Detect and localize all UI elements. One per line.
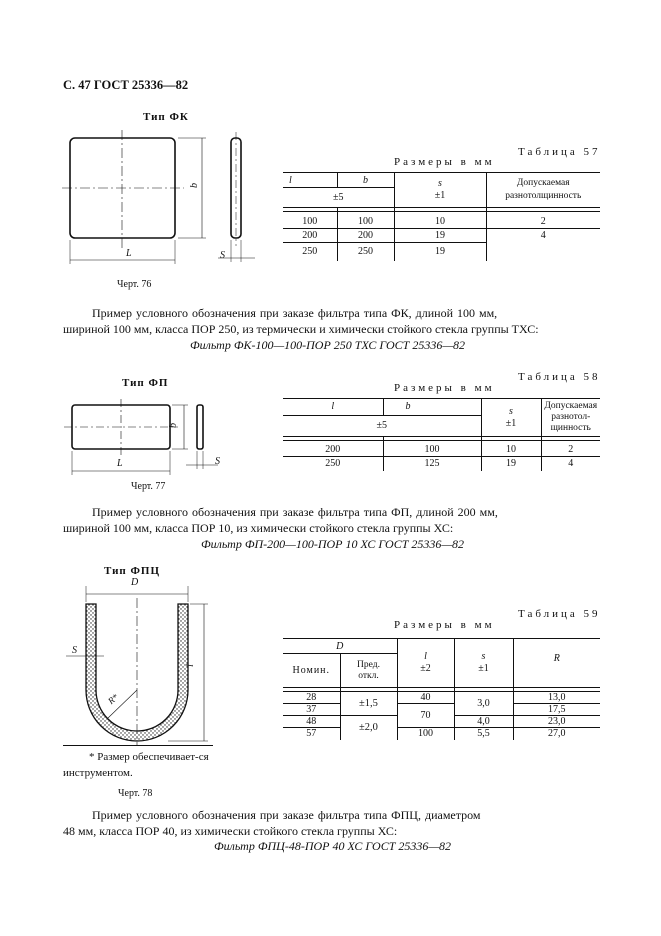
figure-caption-77: Черт. 77 <box>131 481 166 492</box>
example-fk-line1: Пример условного обозначения при заказе фильтра типа ФК, длиной 100 мм, <box>92 306 498 320</box>
col-l: l <box>283 399 383 416</box>
table-59-subtitle: Размеры в мм <box>394 619 495 631</box>
table-row: 250 125 19 4 <box>283 457 600 471</box>
dim-S-fpc: S <box>72 645 77 656</box>
table-row: 200 200 19 4 <box>283 229 600 243</box>
table-58-title: Таблица 58 <box>518 371 601 383</box>
table-59 <box>283 638 600 740</box>
table-row: 250 250 19 <box>283 243 600 261</box>
col-lb-tol: ±5 <box>376 420 387 432</box>
footnote: * Размер обеспечивает-ся инструментом. <box>63 751 209 779</box>
table-58-subtitle: Размеры в мм <box>394 382 495 394</box>
drawing-fp <box>60 395 240 485</box>
col-b: b <box>337 173 394 188</box>
example-fp-line1: Пример условного обозначения при заказе фильтра типа ФП, длиной 200 мм, <box>92 505 498 519</box>
table-57-title: Таблица 57 <box>518 146 601 158</box>
example-fp-line2: шириной 100 мм, класса ПОР 10, из химически стойкого стекла группы ХС: <box>63 521 454 535</box>
dim-b-fk: b <box>189 183 200 188</box>
footnote-rule <box>63 745 213 746</box>
type-fk-label: Тип ФК <box>143 111 189 123</box>
dim-D-fpc: D <box>131 577 139 588</box>
col-R: R <box>513 639 600 688</box>
col-lb-tol: ±5 <box>333 192 344 203</box>
example-fpc-line2: 48 мм, класса ПОР 40, из химически стойкого стекла группы ХС: <box>63 824 398 838</box>
col-dop: Допускаемая разнотолщинность <box>486 173 600 208</box>
table-57-subtitle: Размеры в мм <box>394 156 495 168</box>
col-b: b <box>383 399 481 416</box>
drawing-fk <box>60 130 260 270</box>
dim-S-fp: S <box>215 456 220 467</box>
col-s: s ±1 <box>481 399 541 437</box>
table-59-title: Таблица 59 <box>518 608 601 620</box>
dim-l-fpc: l <box>184 664 196 667</box>
dim-L-fp: L <box>117 458 123 469</box>
table-row: 37 70 17,5 <box>283 704 600 716</box>
type-fp-label: Тип ФП <box>122 377 169 389</box>
table-row: 57 100 5,5 27,0 <box>283 728 600 740</box>
figure-caption-78: Черт. 78 <box>118 788 153 799</box>
col-D: D <box>283 639 397 654</box>
col-dop: Допускаемая разнотол-щинность <box>541 399 600 437</box>
col-s: s ±1 <box>394 173 486 208</box>
table-57 <box>283 172 600 261</box>
dim-R-fpc: R* <box>105 691 121 707</box>
table-row: 48 ±2,0 4,0 23,0 <box>283 716 600 728</box>
col-l: l ±2 <box>397 639 454 688</box>
page-header: С. 47 ГОСТ 25336—82 <box>63 78 189 92</box>
table-58 <box>283 398 600 471</box>
example-fp-code: Фильтр ФП-200—100-ПОР 10 ХС ГОСТ 25336—82 <box>201 537 465 551</box>
dim-L-fk: L <box>126 248 132 259</box>
col-nom: Номин. <box>292 665 331 676</box>
table-row: 100 100 10 2 <box>283 215 600 229</box>
example-fk-line2: шириной 100 мм, класса ПОР 250, из термически и химически стойкого стекла группы ТХС: <box>63 322 539 336</box>
table-row: 200 100 10 2 <box>283 444 600 457</box>
dim-b-fp: b <box>168 423 179 428</box>
table-row: 28 ±1,5 40 3,0 13,0 <box>283 692 600 704</box>
drawing-fpc <box>60 580 220 750</box>
col-s: s ±1 <box>454 639 513 688</box>
dim-S-fk: S <box>220 250 225 261</box>
type-fpc-label: Тип ФПЦ <box>104 565 161 577</box>
example-fpc-code: Фильтр ФПЦ-48-ПОР 40 ХС ГОСТ 25336—82 <box>214 839 452 853</box>
example-fpc-line1: Пример условного обозначения при заказе фильтра типа ФПЦ, диаметром <box>92 808 481 822</box>
example-fk-code: Фильтр ФК-100—100-ПОР 250 ТХС ГОСТ 25336—82 <box>190 338 466 352</box>
col-l: l <box>283 173 337 188</box>
col-pred: Пред. откл. <box>340 654 397 688</box>
figure-caption-76: Черт. 76 <box>117 279 152 290</box>
